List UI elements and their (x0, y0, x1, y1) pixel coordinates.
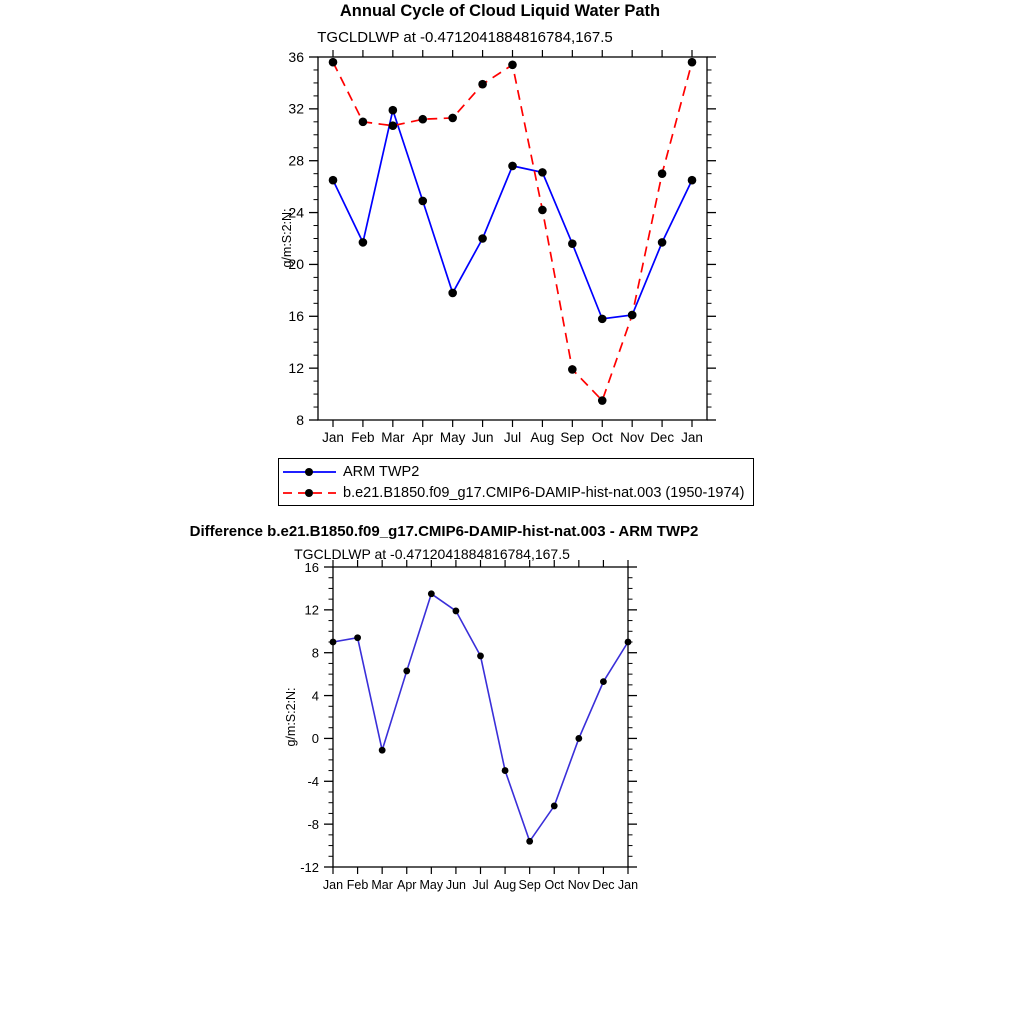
difference-chart-y-tick-label: 0 (311, 731, 319, 747)
legend-entry-model (279, 482, 753, 503)
difference-chart-x-tick-label: Aug (493, 878, 517, 892)
difference-chart-y-tick-label: 8 (311, 645, 319, 661)
top-chart-y-tick-label: 32 (288, 100, 304, 117)
difference-chart-marker (575, 735, 582, 742)
top-chart-marker (448, 289, 457, 298)
top-chart-marker (448, 114, 457, 123)
top-chart-marker (478, 234, 487, 243)
difference-chart-x-tick-label: Dec (592, 878, 615, 892)
top-chart-y-axis-label: g/m:S:2:N: (280, 208, 294, 268)
difference-chart-marker (403, 668, 410, 675)
top-chart-marker (418, 197, 427, 206)
top-chart-marker (508, 60, 517, 69)
difference-chart-subtitle: TGCLDLWP at -0.4712041884816784,167.5 (294, 546, 570, 562)
difference-chart-y-tick-label: -12 (300, 859, 319, 875)
difference-chart-x-tick-label: Sep (518, 878, 541, 892)
difference-chart-y-tick-label: 12 (304, 602, 319, 618)
top-chart-marker (478, 80, 487, 89)
difference-chart-y-tick-label: -8 (307, 816, 319, 832)
top-chart-x-tick-label: Feb (351, 430, 375, 445)
top-chart-marker (568, 365, 577, 374)
difference-chart-x-tick-label: Oct (544, 878, 564, 892)
top-chart-series-line-1 (333, 62, 692, 400)
difference-chart-marker (428, 590, 435, 597)
top-chart-y-tick-label: 12 (288, 359, 304, 376)
top-chart-marker (628, 311, 637, 320)
difference-chart-marker (625, 639, 632, 646)
difference-chart-y-axis-label: g/m:S:2:N: (284, 687, 298, 747)
legend-entry-arm-twp2 (279, 461, 753, 482)
top-chart-marker (329, 176, 338, 185)
difference-chart-marker (477, 653, 484, 660)
top-chart-marker (329, 58, 338, 67)
difference-chart-x-tick-label: Jun (445, 878, 466, 892)
difference-chart-x-tick-label: Mar (371, 878, 393, 892)
difference-chart-border (333, 567, 628, 867)
legend-line-sample-solid (281, 465, 338, 479)
difference-chart-x-tick-label: Apr (397, 878, 417, 892)
top-chart-x-tick-label: Mar (381, 430, 405, 445)
top-chart-marker (598, 315, 607, 324)
top-chart-marker (658, 169, 667, 178)
top-chart-subtitle: TGCLDLWP at -0.4712041884816784,167.5 (317, 29, 613, 46)
top-chart-y-tick-label: 16 (288, 308, 304, 325)
top-chart-y-tick-label: 24 (288, 204, 304, 221)
top-chart-y-tick-label: 28 (288, 152, 304, 169)
difference-chart-y-tick-label: 16 (304, 559, 319, 575)
top-chart-x-tick-label: Jan (322, 430, 344, 445)
top-chart-y-tick-label: 36 (288, 48, 304, 65)
top-chart-marker (688, 58, 697, 67)
top-chart-y-tick-label: 8 (296, 411, 304, 428)
top-chart-marker (359, 118, 368, 127)
top-chart-x-tick-label: May (439, 430, 466, 445)
top-chart-title: Annual Cycle of Cloud Liquid Water Path (339, 2, 661, 20)
top-chart-marker (598, 396, 607, 405)
top-chart-y-tick-label: 20 (288, 256, 304, 273)
difference-chart-x-tick-label: Nov (567, 878, 590, 892)
difference-chart-marker (551, 803, 558, 810)
difference-chart-x-tick-label: Feb (346, 878, 369, 892)
difference-chart-x-tick-label: Jan (617, 878, 639, 892)
top-chart-marker (508, 162, 517, 171)
difference-chart-marker (502, 767, 509, 774)
difference-chart-marker (330, 639, 337, 646)
top-chart-x-tick-label: Apr (412, 430, 434, 445)
top-chart-x-tick-label: Sep (560, 430, 585, 445)
top-chart-marker (658, 238, 667, 247)
legend-label-model: b.e21.B1850.f09_g17.CMIP6-DAMIP-hist-nat.003 (1950-1974) (343, 484, 745, 501)
difference-chart-marker (526, 838, 533, 845)
top-chart-x-tick-label: Nov (620, 430, 645, 445)
legend-line-sample-dashed (281, 486, 338, 500)
difference-chart-series-line-0 (333, 594, 628, 842)
top-chart-marker (688, 176, 697, 185)
difference-chart-y-tick-label: 4 (311, 688, 319, 704)
top-chart-x-tick-label: Aug (530, 430, 555, 445)
top-chart-marker (538, 168, 547, 177)
difference-chart-marker (379, 747, 386, 754)
legend (278, 458, 754, 506)
difference-chart-plot (300, 560, 638, 892)
difference-chart-x-tick-label: May (419, 878, 444, 892)
top-chart-x-tick-label: Jun (471, 430, 494, 445)
legend-label-arm-twp2: ARM TWP2 (343, 463, 420, 480)
top-chart-x-tick-label: Dec (650, 430, 675, 445)
difference-chart-y-tick-label: -4 (307, 774, 319, 790)
difference-chart-x-tick-label: Jan (322, 878, 344, 892)
top-chart-marker (568, 239, 577, 248)
difference-chart-marker (453, 608, 460, 615)
difference-chart-marker (600, 678, 607, 685)
top-chart-marker (418, 115, 427, 124)
top-chart-marker (538, 206, 547, 215)
top-chart-marker (389, 121, 398, 130)
top-chart-marker (389, 106, 398, 115)
top-chart-x-tick-label: Jan (681, 430, 703, 445)
difference-chart-x-tick-label: Jul (472, 878, 489, 892)
difference-chart-marker (354, 634, 361, 641)
top-chart-plot (288, 49, 716, 445)
top-chart-marker (359, 238, 368, 247)
difference-chart-title: Difference b.e21.B1850.f09_g17.CMIP6-DAMIP-hist-nat.003 - ARM TWP2 (189, 523, 699, 540)
top-chart-x-tick-label: Oct (591, 430, 613, 445)
top-chart-x-tick-label: Jul (503, 430, 522, 445)
